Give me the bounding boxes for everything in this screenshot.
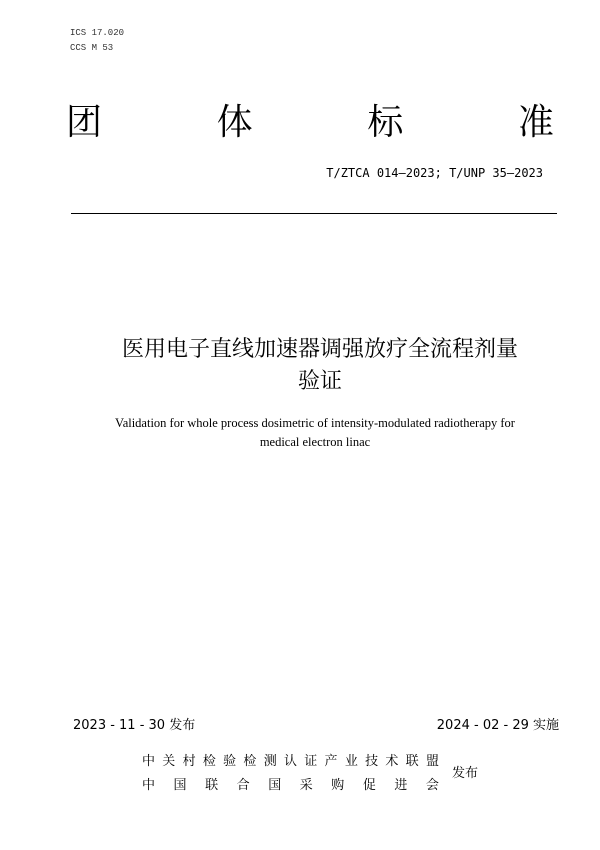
org-char: 技	[365, 754, 379, 769]
ccs-code: CCS M 53	[70, 43, 114, 53]
org-char: 会	[425, 778, 439, 793]
org-char: 认	[283, 754, 297, 769]
org-char: 联	[205, 778, 219, 793]
org-char: 业	[344, 754, 358, 769]
org-char: 证	[304, 754, 318, 769]
org-char: 检	[202, 754, 216, 769]
org-char: 购	[331, 778, 345, 793]
org-char: 联	[405, 754, 419, 769]
english-title-line: Validation for whole process dosimetric of intensity-modulated radiotherapy for	[115, 416, 515, 430]
ics-code: ICS 17.020	[70, 28, 125, 38]
heading-char: 准	[517, 102, 554, 143]
english-title	[0, 414, 600, 452]
issuer-org-2	[142, 774, 439, 793]
standard-number: T/ZTCA 014—2023; T/UNP 35—2023	[326, 166, 543, 180]
classification-codes	[70, 26, 124, 56]
english-title-line: medical electron linac	[259, 435, 371, 449]
heading-char: 团	[66, 102, 103, 143]
implementation-date: 2024 - 02 - 29 实施	[436, 718, 559, 733]
org-char: 进	[394, 778, 408, 793]
chinese-title-line: 医用电子直线加速器调强放疗全流程剂量	[121, 337, 518, 362]
issuer-org-1	[142, 750, 439, 769]
issue-date: 2023 - 11 - 30 发布	[73, 718, 196, 733]
header-divider	[71, 213, 557, 214]
org-char: 中	[142, 778, 156, 793]
heading-char: 标	[367, 102, 404, 143]
chinese-title-line: 验证	[297, 369, 342, 394]
chinese-title	[0, 334, 600, 398]
org-char: 采	[299, 778, 313, 793]
org-char: 检	[243, 754, 257, 769]
org-char: 国	[268, 778, 282, 793]
org-char: 村	[182, 754, 196, 769]
org-char: 产	[324, 754, 338, 769]
document-type-heading	[66, 100, 554, 146]
org-char: 盟	[425, 754, 439, 769]
org-char: 国	[173, 778, 187, 793]
org-char: 中	[142, 754, 156, 769]
org-char: 合	[236, 778, 250, 793]
org-char: 测	[263, 754, 277, 769]
org-char: 术	[385, 754, 399, 769]
heading-char: 体	[216, 102, 253, 143]
org-char: 促	[362, 778, 376, 793]
org-char: 关	[162, 754, 176, 769]
publish-label: 发布	[452, 766, 479, 781]
org-char: 验	[223, 754, 237, 769]
